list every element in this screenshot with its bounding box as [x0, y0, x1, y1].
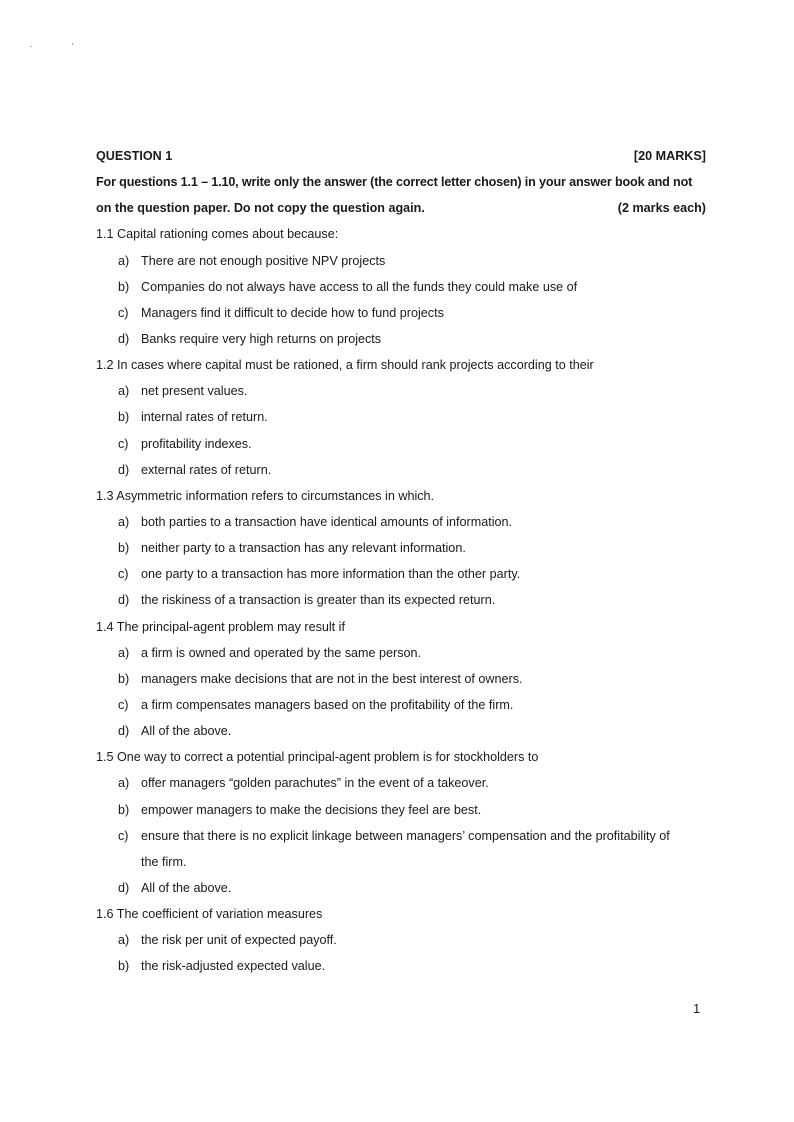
- question-stem: 1.1 Capital rationing comes about because:: [96, 227, 339, 242]
- question-title: QUESTION 1: [96, 149, 173, 163]
- option-text: external rates of return.: [141, 462, 272, 477]
- option-letter: b): [118, 802, 130, 817]
- instructions-line-2: [96, 195, 706, 221]
- option-letter: c): [118, 567, 129, 582]
- option-text: one party to a transaction has more information than the other party.: [141, 567, 521, 582]
- option-letter: a): [118, 384, 130, 399]
- question-stem: 1.3 Asymmetric information refers to circumstances in which.: [96, 488, 435, 503]
- option-text: profitability indexes.: [141, 436, 252, 451]
- instructions-text: on the question paper. Do not copy the question again.: [96, 201, 425, 216]
- option-text: Managers find it difficult to decide how to fund projects: [141, 305, 444, 320]
- answer-option: [96, 457, 706, 483]
- option-letter: d): [118, 593, 130, 608]
- option-text: All of the above.: [141, 880, 232, 895]
- option-text: net present values.: [141, 384, 248, 399]
- answer-option: [96, 823, 706, 849]
- option-letter: d): [118, 880, 130, 895]
- option-letter: d): [118, 724, 130, 739]
- option-text: empower managers to make the decisions they feel are best.: [141, 802, 482, 817]
- option-text: the risk per unit of expected payoff.: [141, 933, 337, 948]
- option-letter: d): [118, 331, 130, 346]
- answer-option: [96, 666, 706, 692]
- option-text: a firm compensates managers based on the profitability of the firm.: [141, 697, 514, 712]
- marks-each: (2 marks each): [617, 201, 706, 216]
- instructions-line-1: For questions 1.1 – 1.10, write only the answer (the correct letter chosen) in your answer book and not: [96, 175, 693, 190]
- option-text: managers make decisions that are not in the best interest of owners.: [141, 671, 523, 686]
- answer-option: [96, 509, 706, 535]
- answer-option: [96, 561, 706, 587]
- answer-option: [96, 431, 706, 457]
- option-letter: a): [118, 253, 130, 268]
- answer-option: [96, 535, 706, 561]
- option-letter: b): [118, 959, 130, 974]
- question-stem: 1.2 In cases where capital must be rationed, a firm should rank projects according to their: [96, 358, 594, 373]
- answer-option: [96, 248, 706, 274]
- option-letter: a): [118, 776, 130, 791]
- option-letter: c): [118, 828, 129, 843]
- option-letter: c): [118, 436, 129, 451]
- answer-option: [96, 300, 706, 326]
- question-stem: 1.5 One way to correct a potential principal-agent problem is for stockholders to: [96, 750, 539, 765]
- answer-option: [96, 378, 706, 404]
- answer-option: [96, 587, 706, 613]
- option-letter: c): [118, 305, 129, 320]
- answer-option: [96, 875, 706, 901]
- option-letter: c): [118, 697, 129, 712]
- question-paper: [96, 143, 706, 980]
- option-text: Companies do not always have access to all the funds they could make use of: [141, 279, 578, 294]
- option-text: the riskiness of a transaction is greater than its expected return.: [141, 593, 496, 608]
- option-letter: b): [118, 279, 130, 294]
- option-text: both parties to a transaction have identical amounts of information.: [141, 514, 513, 529]
- question-list: [96, 221, 706, 979]
- option-text: There are not enough positive NPV projects: [141, 253, 386, 268]
- option-letter: b): [118, 541, 130, 556]
- option-letter: d): [118, 462, 130, 477]
- option-text: neither party to a transaction has any relevant information.: [141, 541, 466, 556]
- answer-option: [96, 953, 706, 979]
- question-stem: 1.4 The principal-agent problem may result if: [96, 619, 345, 634]
- page-number: 1: [693, 1001, 701, 1016]
- scan-speck: [30, 46, 32, 47]
- option-letter: b): [118, 671, 130, 686]
- option-letter: a): [118, 645, 130, 660]
- option-text: All of the above.: [141, 724, 232, 739]
- answer-option: [96, 326, 706, 352]
- answer-option: [96, 274, 706, 300]
- answer-option: [96, 797, 706, 823]
- option-letter: a): [118, 514, 130, 529]
- answer-option: [96, 692, 706, 718]
- answer-option: [96, 640, 706, 666]
- option-text: a firm is owned and operated by the same person.: [141, 645, 422, 660]
- option-text: offer managers “golden parachutes” in the event of a takeover.: [141, 776, 489, 791]
- answer-option: [96, 718, 706, 744]
- option-text-continuation: the firm.: [141, 854, 187, 869]
- option-text: the risk-adjusted expected value.: [141, 959, 326, 974]
- question-header: [96, 143, 706, 169]
- question-stem: 1.6 The coefficient of variation measures: [96, 907, 323, 922]
- option-text: Banks require very high returns on projects: [141, 331, 382, 346]
- answer-option: [96, 927, 706, 953]
- option-text: internal rates of return.: [141, 410, 268, 425]
- option-text: ensure that there is no explicit linkage between managers’ compensation and the profitability of: [141, 828, 670, 843]
- option-letter: b): [118, 410, 130, 425]
- total-marks: [20 MARKS]: [633, 149, 706, 163]
- option-letter: a): [118, 933, 130, 948]
- answer-option: [96, 770, 706, 796]
- scan-speck: [72, 43, 73, 45]
- answer-option: [96, 404, 706, 430]
